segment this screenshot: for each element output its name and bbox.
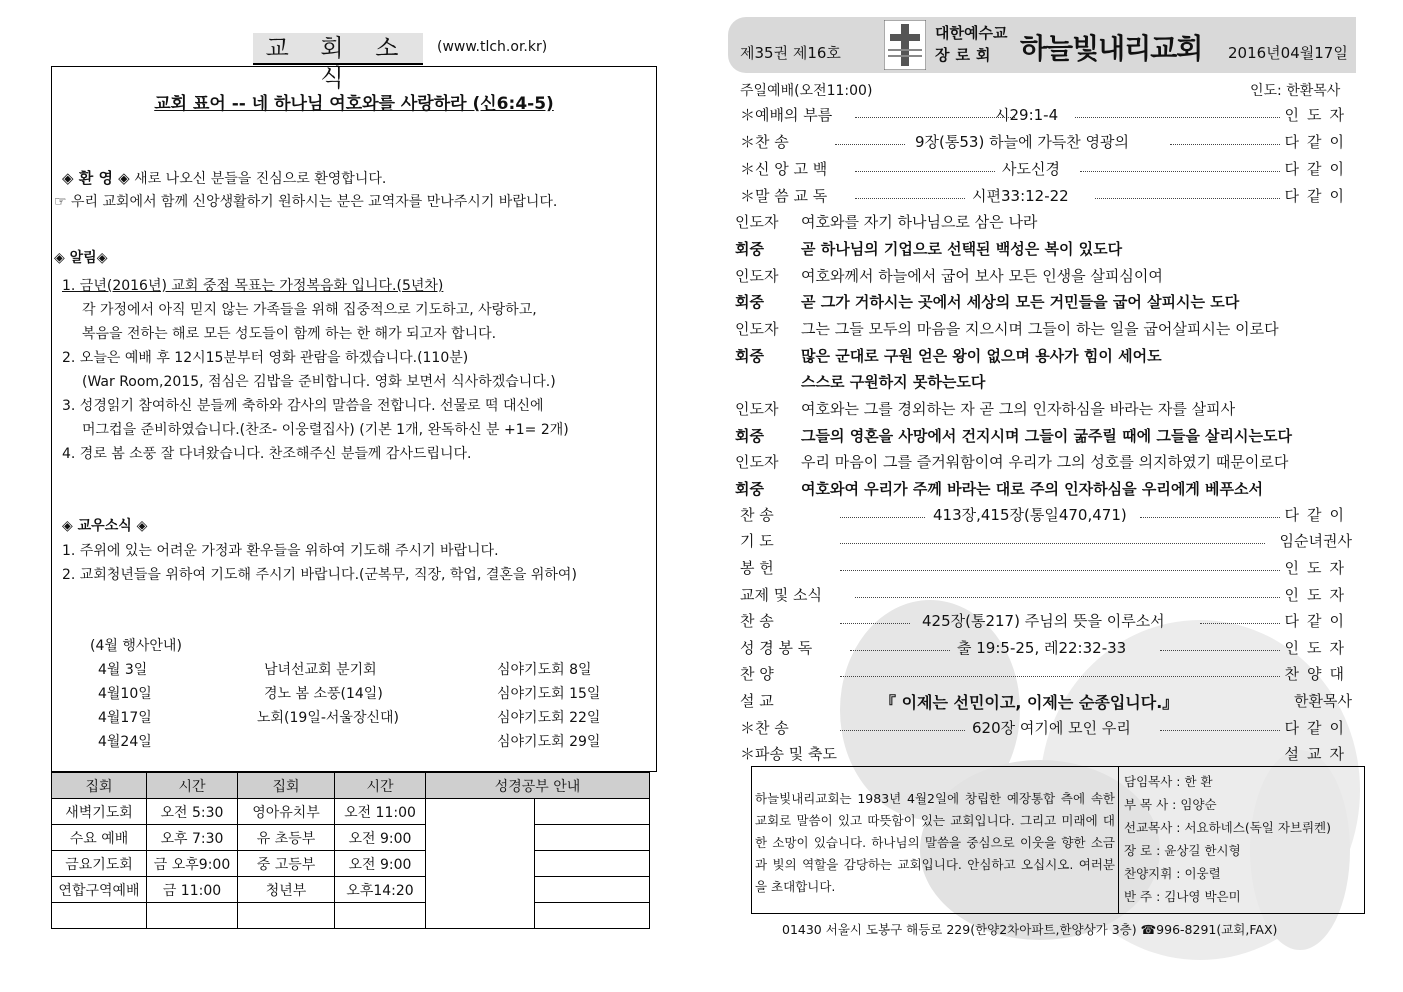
table-cell: 청년부 xyxy=(238,877,335,903)
reading-text: 곧 그가 거하시는 곳에서 세상의 모든 거민들을 굽어 살피시는 도다 xyxy=(801,293,1240,311)
worship-order-item xyxy=(740,637,1352,659)
table-cell: 오후 7:30 xyxy=(147,825,238,851)
staff-line: 찬양지휘 : 이웅렬 xyxy=(1124,866,1221,881)
reader-role: 회중 xyxy=(735,293,764,311)
table-cell: 오전 9:00 xyxy=(335,825,426,851)
order-performer: 찬양대 xyxy=(1284,665,1352,683)
worship-order-item xyxy=(740,584,1352,606)
worship-order-item xyxy=(740,610,1352,632)
event-date: 4월24일 xyxy=(98,734,152,750)
order-label: ＊말 씀 교 독 xyxy=(740,187,828,205)
worship-order-item xyxy=(740,717,1352,739)
notice-line: 복음을 전하는 해로 모든 성도들이 함께 하는 한 해가 되고자 합니다. xyxy=(82,326,497,342)
study-cell xyxy=(535,903,650,929)
page-title-news: 교 회 소 식 xyxy=(253,33,423,65)
order-performer: 인도자 xyxy=(1284,586,1352,604)
event-night: 심야기도회 8일 xyxy=(497,662,592,678)
event-night: 심야기도회 22일 xyxy=(497,710,601,726)
order-label: 찬 송 xyxy=(740,612,774,630)
worship-order-item xyxy=(740,690,1352,712)
table-cell xyxy=(238,903,335,929)
reading-text: 많은 군대로 구원 얻은 왕이 없으며 용사가 힘이 세어도 xyxy=(801,347,1162,365)
church-address: 01430 서울시 도봉구 해등로 229(한양2차아파트,한양상가 3층) ☎996-8291(교회,FAX) xyxy=(782,922,1278,937)
table-header: 집회 xyxy=(238,773,335,799)
order-performer: 다같이 xyxy=(1284,612,1352,630)
order-content: 413장,415장(통일470,471) xyxy=(933,506,1127,524)
staff-line: 반 주 : 김나영 박은미 xyxy=(1124,889,1241,904)
order-performer: 다같이 xyxy=(1284,719,1352,737)
sermon-title: 『 이제는 선민이고, 이제는 순종입니다.』 xyxy=(880,693,1179,712)
staff-line: 장 로 : 윤상길 한시형 xyxy=(1124,843,1241,858)
study-cell xyxy=(535,799,650,825)
table-cell: 금 오후9:00 xyxy=(147,851,238,877)
leader-dots xyxy=(840,543,1265,544)
worship-order-item xyxy=(740,557,1352,579)
leader-dots xyxy=(840,730,965,731)
service-leader: 인도: 한환목사 xyxy=(1250,83,1341,99)
order-performer: 설교자 xyxy=(1284,745,1352,763)
notice-line: 4. 경로 봄 소풍 잘 다녀왔습니다. 찬조해주신 분들께 감사드립니다. xyxy=(62,446,472,462)
leader-dots xyxy=(1095,198,1280,199)
order-label: 설 교 xyxy=(740,692,774,710)
reader-role: 회중 xyxy=(735,240,764,258)
reading-text: 여호와를 자기 하나님으로 삼은 나라 xyxy=(801,213,1038,231)
table-row xyxy=(52,825,650,851)
reading-text: 스스로 구원하지 못하는도다 xyxy=(801,373,986,391)
order-label: ＊파송 및 축도 xyxy=(740,745,837,763)
order-performer: 한환목사 xyxy=(1294,692,1352,710)
order-performer: 다같이 xyxy=(1284,187,1352,205)
order-performer: 인도자 xyxy=(1284,559,1352,577)
church-name: 하늘빛내리교회 xyxy=(1020,32,1203,65)
order-label: ＊예배의 부름 xyxy=(740,106,833,124)
order-content: 시29:1-4 xyxy=(995,106,1059,124)
order-content: 사도신경 xyxy=(1002,160,1060,178)
table-row xyxy=(52,903,650,929)
table-header: 시간 xyxy=(147,773,238,799)
responsive-line xyxy=(735,425,1292,446)
responsive-line xyxy=(735,345,1162,366)
event-name: 노회(19일-서울장신대) xyxy=(257,710,399,726)
study-cell xyxy=(535,877,650,903)
prayer-heading: ◈ 교우소식 ◈ xyxy=(62,518,148,534)
order-performer: 다같이 xyxy=(1284,506,1352,524)
table-cell xyxy=(52,903,147,929)
table-cell: 금요기도회 xyxy=(52,851,147,877)
staff-line: 담임목사 : 한 환 xyxy=(1124,774,1213,789)
order-label: 찬 송 xyxy=(740,506,774,524)
table-cell: 유 초등부 xyxy=(238,825,335,851)
table-cell: 금 11:00 xyxy=(147,877,238,903)
reader-role: 인도자 xyxy=(735,267,779,285)
table-header: 시간 xyxy=(335,773,426,799)
prayer-line: 1. 주위에 있는 어려운 가정과 환우들을 위하여 기도해 주시기 바랍니다. xyxy=(62,543,499,559)
event-date: 4월 3일 xyxy=(98,662,148,678)
order-label: 성 경 봉 독 xyxy=(740,639,813,657)
table-row xyxy=(52,877,650,903)
order-performer: 다같이 xyxy=(1284,160,1352,178)
order-label: ＊찬 송 xyxy=(740,719,789,737)
reading-text: 여호와께서 하늘에서 굽어 보사 모든 인생을 살피심이여 xyxy=(801,267,1163,285)
leader-dots xyxy=(855,597,1280,598)
notice-heading: ◈ 알림◈ xyxy=(54,250,108,266)
table-cell: 오전 9:00 xyxy=(335,851,426,877)
reading-text: 여호와는 그를 경외하는 자 곧 그의 인자하심을 바라는 자를 살피사 xyxy=(801,400,1236,418)
order-content: 출 19:5-25, 레22:32-33 xyxy=(957,639,1127,657)
reader-role: 인도자 xyxy=(735,213,779,231)
table-cell xyxy=(335,903,426,929)
notice-line: 1. 금년(2016년) 교회 중점 목표는 가정복음화 입니다.(5년차) xyxy=(62,278,444,294)
church-intro: 하늘빛내리교회는 1983년 4월2일에 창립한 예장통합 측에 속한 교회로 말씀이 있고 따뜻함이 있는 교회입니다. 그리고 미래에 대한 소망이 있습니다. 하나님의 말씀을 중심으로 이웃을 향한 소금과 빛의 역할을 감당하는 교회입니다. 안심하고 오십시오. 여러분을 초대합니다. xyxy=(755,791,1115,894)
event-date: 4월10일 xyxy=(98,686,152,702)
leader-dots xyxy=(1160,650,1280,651)
worship-order-item xyxy=(740,131,1352,153)
responsive-line xyxy=(735,291,1239,312)
responsive-line xyxy=(735,265,1163,286)
order-content: 620장 여기에 모인 우리 xyxy=(972,719,1131,737)
table-cell: 오전 11:00 xyxy=(335,799,426,825)
table-cell: 연합구역예배 xyxy=(52,877,147,903)
leader-dots xyxy=(1140,517,1280,518)
order-performer: 임순녀권사 xyxy=(1279,532,1352,550)
order-label: 봉 헌 xyxy=(740,559,774,577)
table-cell: 영아유치부 xyxy=(238,799,335,825)
table-cell: 오전 5:30 xyxy=(147,799,238,825)
denomination-line2: 장로회 xyxy=(935,46,997,64)
order-label: ＊신 앙 고 백 xyxy=(740,160,828,178)
responsive-line xyxy=(735,318,1279,339)
leader-dots xyxy=(840,570,1280,571)
bulletin-date: 2016년04월17일 xyxy=(1228,44,1348,62)
order-label: 기 도 xyxy=(740,532,774,550)
reader-role: 인도자 xyxy=(735,400,779,418)
order-content: 425장(통217) 주님의 뜻을 이루소서 xyxy=(922,612,1165,630)
table-cell: 오후14:20 xyxy=(335,877,426,903)
responsive-line xyxy=(735,398,1235,419)
leader-dots xyxy=(1160,730,1280,731)
reader-role: 회중 xyxy=(735,480,764,498)
table-header: 성경공부 안내 xyxy=(426,773,650,799)
order-label: 교제 및 소식 xyxy=(740,586,822,604)
welcome-heading: ◈ 환 영 ◈ xyxy=(62,169,130,187)
order-performer: 다같이 xyxy=(1284,133,1352,151)
responsive-line xyxy=(735,451,1288,472)
table-row xyxy=(52,799,650,825)
website-link[interactable]: (www.tlch.or.kr) xyxy=(437,39,548,55)
responsive-line xyxy=(735,478,1263,499)
schedule-table xyxy=(51,772,650,929)
order-performer: 인도자 xyxy=(1284,639,1352,657)
events-heading: (4월 행사안내) xyxy=(90,638,182,654)
reader-role: 인도자 xyxy=(735,453,779,471)
notice-line: 각 가정에서 아직 믿지 않는 가족들을 위해 집중적으로 기도하고, 사랑하고, xyxy=(82,302,537,318)
welcome-line xyxy=(62,167,386,188)
study-cell xyxy=(426,799,535,929)
leader-dots xyxy=(855,171,995,172)
leader-dots xyxy=(1080,171,1280,172)
reader-role: 회중 xyxy=(735,427,764,445)
worship-order-item xyxy=(740,504,1352,526)
leader-dots xyxy=(850,650,950,651)
study-cell xyxy=(535,825,650,851)
table-cell xyxy=(147,903,238,929)
news-box xyxy=(51,66,657,772)
table-header: 집회 xyxy=(52,773,147,799)
worship-order-item xyxy=(740,185,1352,207)
event-name: 남녀선교회 분기회 xyxy=(264,662,377,678)
worship-order-item xyxy=(740,743,1352,765)
order-label: ＊찬 송 xyxy=(740,133,789,151)
order-content: 시편33:12-22 xyxy=(972,187,1069,205)
table-cell: 수요 예배 xyxy=(52,825,147,851)
event-date: 4월17일 xyxy=(98,710,152,726)
leader-dots xyxy=(1200,623,1280,624)
service-title: 주일예배(오전11:00) xyxy=(740,83,873,99)
reading-text: 여호와여 우리가 주께 바라는 대로 주의 인자하심을 우리에게 베푸소서 xyxy=(801,480,1263,498)
denomination-line1: 대한예수교 xyxy=(935,24,1008,42)
table-header-row xyxy=(52,773,650,799)
issue-number: 제35권 제16호 xyxy=(740,44,841,62)
leader-dots xyxy=(855,117,1015,118)
order-performer: 인도자 xyxy=(1284,106,1352,124)
table-row xyxy=(52,851,650,877)
notice-line: 머그컵을 준비하였습니다.(찬조- 이웅렬집사) (기본 1개, 완독하신 분 +1= 2개) xyxy=(82,422,569,438)
prayer-line: 2. 교회청년들을 위하여 기도해 주시기 바랍니다.(군복무, 직장, 학업, 결혼을 위하여) xyxy=(62,567,577,583)
church-motto: 교회 표어 -- 네 하나님 여호와를 사랑하라 (신6:4-5) xyxy=(154,94,554,114)
staff-line: 선교목사 : 서요하네스(독일 자브뤼켄) xyxy=(1124,820,1332,835)
cross-logo-icon xyxy=(884,20,926,70)
reading-text: 곧 하나님의 기업으로 선택된 백성은 복이 있도다 xyxy=(801,240,1123,258)
leader-dots xyxy=(840,517,925,518)
welcome-line-2: ☞ 우리 교회에서 함께 신앙생활하기 원하시는 분은 교역자를 만나주시기 바랍니다. xyxy=(54,194,558,210)
leader-dots xyxy=(840,623,910,624)
notice-line: (War Room,2015, 점심은 김밥을 준비합니다. 영화 보면서 식사하겠습니다.) xyxy=(82,374,556,390)
welcome-text: 새로 나오신 분들을 진심으로 환영합니다. xyxy=(134,171,387,187)
worship-order-item xyxy=(740,158,1352,180)
responsive-line xyxy=(735,211,1037,232)
worship-order-item xyxy=(740,104,1352,126)
worship-order-item xyxy=(740,663,1352,685)
info-divider xyxy=(1118,766,1119,914)
event-name: 경노 봄 소풍(14일) xyxy=(264,686,383,702)
responsive-line xyxy=(735,371,985,392)
reading-text: 우리 마음이 그를 즐거워함이여 우리가 그의 성호를 의지하였기 때문이로다 xyxy=(801,453,1289,471)
leader-dots xyxy=(1170,144,1280,145)
notice-line: 2. 오늘은 예배 후 12시15분부터 영화 관람을 하겠습니다.(110분) xyxy=(62,350,469,366)
reading-text: 그는 그들 모두의 마음을 지으시며 그들이 하는 일을 굽어살피시는 이로다 xyxy=(801,320,1279,338)
order-label: 찬 양 xyxy=(740,665,774,683)
reading-text: 그들의 영혼을 사망에서 건지시며 그들이 굶주릴 때에 그들을 살리시는도다 xyxy=(801,427,1292,445)
leader-dots xyxy=(855,198,965,199)
table-cell: 중 고등부 xyxy=(238,851,335,877)
reader-role: 인도자 xyxy=(735,320,779,338)
study-cell xyxy=(535,851,650,877)
table-cell: 새벽기도회 xyxy=(52,799,147,825)
event-night: 심야기도회 15일 xyxy=(497,686,601,702)
responsive-line xyxy=(735,238,1122,259)
event-night: 심야기도회 29일 xyxy=(497,734,601,750)
leader-dots xyxy=(835,144,905,145)
notice-line: 3. 성경읽기 참여하신 분들께 축하와 감사의 말씀을 전합니다. 선물로 떡 대신에 xyxy=(62,398,544,414)
leader-dots xyxy=(1075,117,1280,118)
order-content: 9장(통53) 하늘에 가득찬 영광의 xyxy=(915,133,1130,151)
worship-order-item xyxy=(740,530,1352,552)
leader-dots xyxy=(840,676,1280,677)
reader-role: 회중 xyxy=(735,347,764,365)
staff-line: 부 목 사 : 임양순 xyxy=(1124,797,1217,812)
